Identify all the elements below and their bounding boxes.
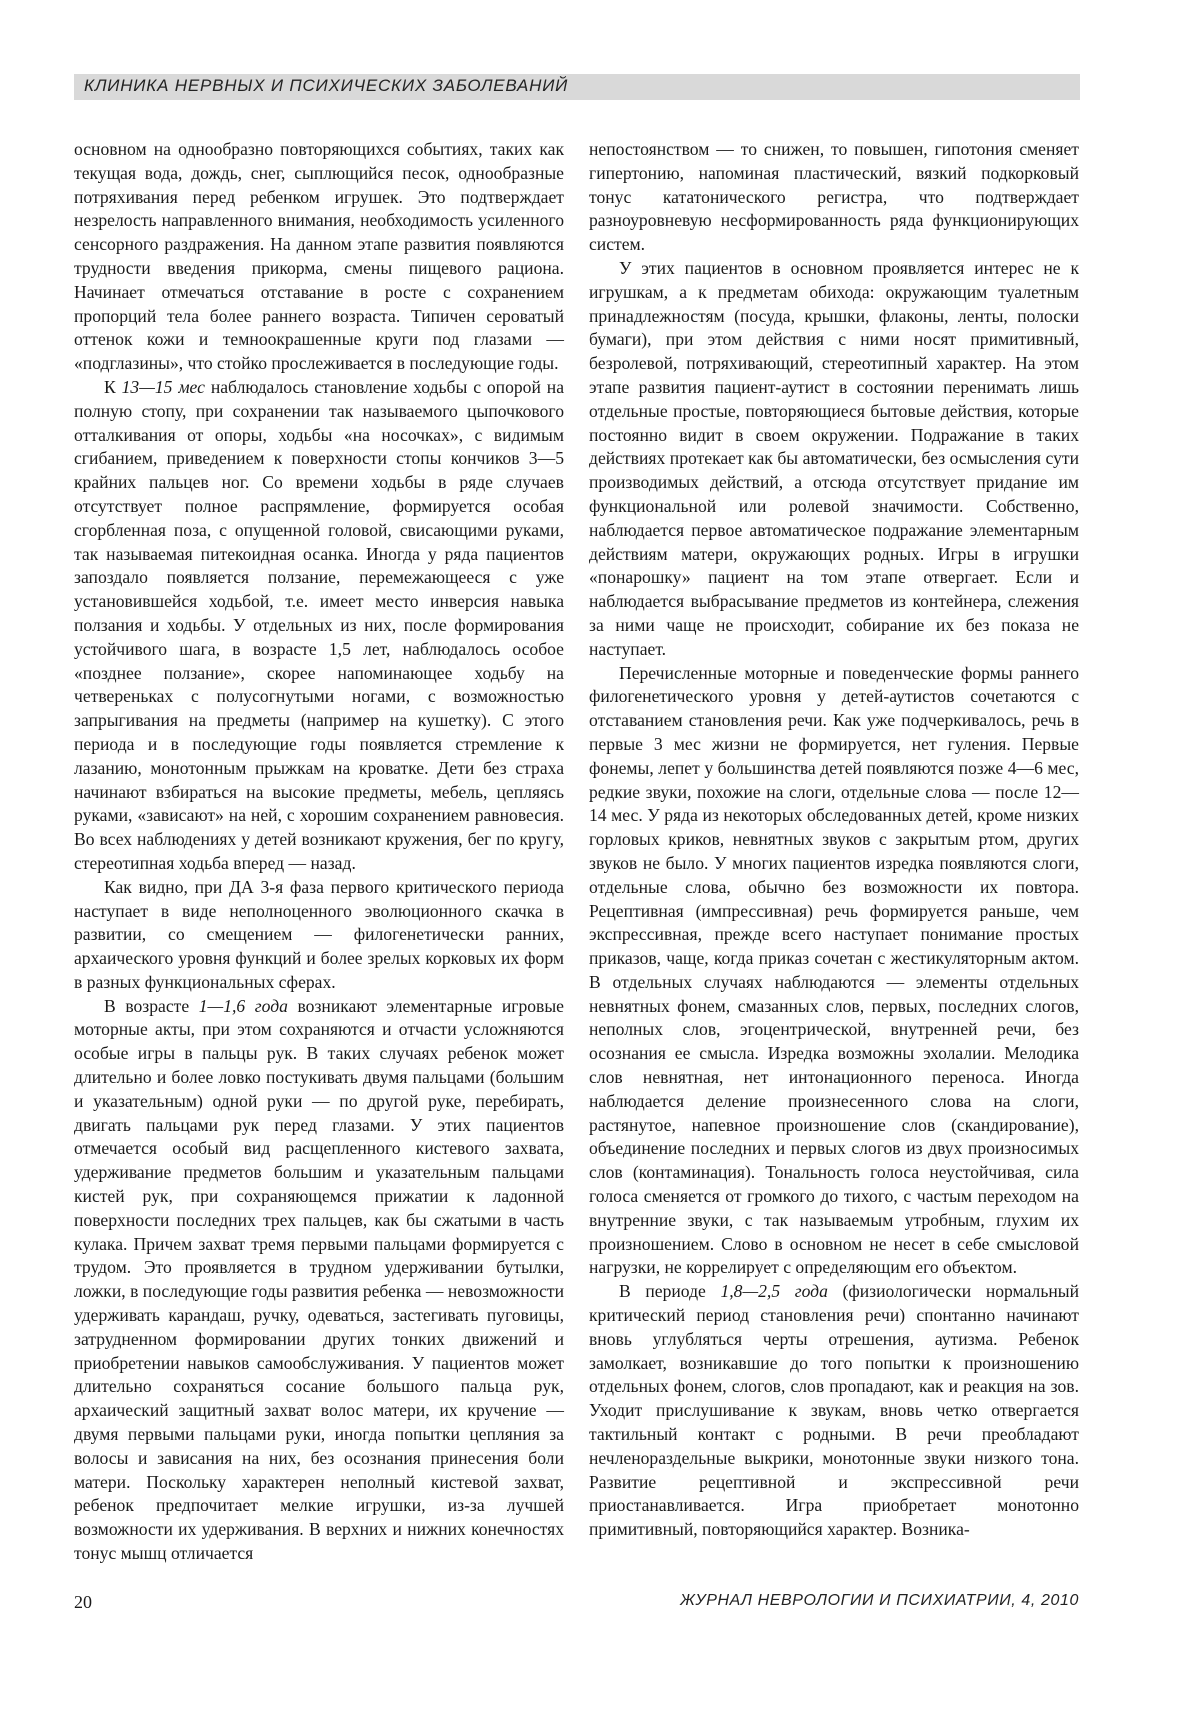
age-range-emphasis: 1—1,6 года <box>198 995 288 1016</box>
age-range-emphasis: 1,8—2,5 года <box>720 1281 828 1302</box>
right-column <box>589 138 1079 1542</box>
left-column <box>74 138 564 1566</box>
paragraph: Как видно, при ДА 3-я фаза первого критического периода наступает в виде неполноценного эволюционного скачка в развитии, со смещением — филогенетически ранних, архаического уровня функций и более зрелых корковых их форм в разных функциональных сферах. <box>74 876 564 992</box>
journal-footer: ЖУРНАЛ НЕВРОЛОГИИ И ПСИХИАТРИИ, 4, 2010 <box>680 1592 1079 1609</box>
paragraph: В периоде 1,8—2,5 года (физиологически нормальный критический период становления речи) спонтанно начинают вновь углубляться черты отрешения, аутизма. Ребенок замолкает, возникавшие до того попытки к произношению отдельных фонем, слогов, слов пропадают, как и реакция на зов. Уходит прислушивание к звукам, вновь четко отвергается тактильный контакт с родными. В речи преобладают нечленораздельные выкрики, монотонные звуки низкого тона. Развитие рецептивной и экспрессивной речи приостанавливается. Игра приобретает монотонно примитивный, повторяющийся характер. Возника- <box>589 1281 1079 1540</box>
age-range-emphasis: 13—15 мес <box>121 376 205 397</box>
paragraph: В возрасте 1—1,6 года возникают элементарные игровые моторные акты, при этом сохраняются и отчасти усложняются особые игры в пальцы рук. В таких случаях ребенок может длительно и более ловко постукивать двумя пальцами (большим и указательным) одной руки — по другой руке, перебирать, двигать пальцами рук перед глазами. У этих пациентов отмечается особый вид расщепленного кистевого захвата, удерживание предметов большим и указательным пальцами кистей рук, при сохраняющемся прижатии к ладонной поверхности последних трех пальцев, как бы сжатыми в часть кулака. Причем захват тремя первыми пальцами формируется с трудом. Это проявляется в трудном удерживании бутылки, ложки, в последующие годы развития ребенка — невозможности удерживать карандаш, ручку, одеваться, застегивать пуговицы, затрудненном формировании других тонких движений и приобретении навыков самообслуживания. У пациентов может длительно сохраняться сосание большого пальца рук, архаический защитный захват волос матери, их кручение — двумя первыми пальцами руки, иногда попытки цепляния за волосы и зависания на них, без осознания принесения боли матери. Поскольку характерен неполный кистевой захват, ребенок предпочитает мелкие игрушки, из-за лучшей возможности их удерживания. В верхних и нижних конечностях тонус мышц отличается <box>74 995 564 1564</box>
paragraph: основном на однообразно повторяющихся событиях, таких как текущая вода, дождь, снег, сыплющийся песок, однообразные потряхивания перед ребенком игрушек. Это подтверждает незрелость направленного внимания, необходимость усиленного сенсорного раздражения. На данном этапе развития появляются трудности введения прикорма, смены пищевого рациона. Начинает отмечаться отставание в росте с сохранением пропорций тела более раннего возраста. Типичен сероватый оттенок кожи и темноокрашенные круги под глазами — «подглазины», что стойко прослеживается в последующие годы. <box>74 139 564 374</box>
section-title: КЛИНИКА НЕРВНЫХ И ПСИХИЧЕСКИХ ЗАБОЛЕВАНИЙ <box>84 76 569 95</box>
page-number: 20 <box>74 1592 92 1612</box>
paragraph: Перечисленные моторные и поведенческие формы раннего филогенетического уровня у детей-аутистов сочетаются с отставанием становления речи. Как уже подчеркивалось, речь в первые 3 мес жизни не формируется, нет гуления. Первые фонемы, лепет у большинства детей появляются позже 4—6 мес, редкие звуки, похожие на слоги, отдельные слова — после 12—14 мес. У ряда из некоторых обследованных детей, кроме низких горловых криков, невнятных звуков с закрытым ртом, других звуков не было. У многих пациентов изредка появляются слоги, отдельные слова, обычно без возможности их повтора. Рецептивная (импрессивная) речь формируется раньше, чем экспрессивная, прежде всего наступает понимание простых приказов, чаще, когда приказ сочетан с жестикуляторным актом. В отдельных случаях наблюдаются — элементы отдельных невнятных фонем, смазанных слов, первых, последних слогов, неполных слов, эгоцентрической, внутренней речи, без осознания ее смысла. Изредка возможны эхолалии. Мелодика слов невнятная, нет интонационного переноса. Иногда наблюдается деление произнесенного слова на слоги, растянутое, напевное произношение слов (скандирование), объединение последних и первых слогов из двух произносимых слов (контаминация). Тональность голоса неустойчивая, сила голоса сменяется от громкого до тихого, с частым переходом на внутренние звуки, с так называемым утробным, глухим их произношением. Слово в основном не несет в себе смысловой нагрузки, не коррелирует с определяющим его объектом. <box>589 662 1079 1278</box>
paragraph: непостоянством — то снижен, то повышен, гипотония сменяет гипертонию, напоминая пластический, вязкий подкорковый тонус кататонического регистра, что подтверждает разноуровневую несформированность ряда функционирующих систем. <box>589 139 1079 255</box>
section-header-bar <box>74 74 1080 100</box>
paragraph: К 13—15 мес наблюдалось становление ходьбы с опорой на полную стопу, при сохранении так называемого цыпочкового отталкивания от опоры, ходьбы «на носочках», с видимым сгибанием, приведением к поверхности стопы кончиков 3—5 крайних пальцев ног. Со времени ходьбы в ряде случаев отсутствует полное распрямление, формируется особая сгорбленная поза, с опущенной головой, свисающими руками, так называемая питекоидная осанка. Иногда у ряда пациентов запоздало появляется ползание, перемежающееся с уже установившейся ходьбой, т.е. имеет место инверсия навыка ползания и ходьбы. У отдельных из них, после формирования устойчивого шага, в возрасте 1,5 лет, наблюдалось особое «позднее ползание», скорее напоминающее ходьбу на четвереньках с полусогнутыми ногами, с возможностью запрыгивания на предметы (например на кушетку). С этого периода и в последующие годы появляется стремление к лазанию, монотонным прыжкам на кроватке. Дети без страха начинают взбираться на высокие предметы, мебель, цепляясь руками, «зависают» на ней, с хорошим сохранением равновесия. Во всех наблюдениях у детей возникают кружения, бег по кругу, стереотипная ходьба вперед — назад. <box>74 376 564 873</box>
paragraph: У этих пациентов в основном проявляется интерес не к игрушкам, а к предметам обихода: окружающим туалетным принадлежностям (посуда, крышки, флаконы, ленты, полоски бумаги), при этом действия с ними носят примитивный, безролевой, потряхивающий, стереотипный характер. На этом этапе развития пациент-аутист в состоянии перенимать лишь отдельные простые, повторяющиеся бытовые действия, которые постоянно видит в своем окружении. Подражание в таких действиях протекает как бы автоматически, без осмысления сути производимых действий, а отсюда отсутствует придание им функциональной или ролевой значимости. Собственно, наблюдается первое автоматическое подражание элементарным действиям матери, окружающих родных. Игры в игрушки «понарошку» пациент на том этапе отвергает. Если и наблюдается выбрасывание предметов из контейнера, слежения за ними чаще не происходит, собирание их без показа не наступает. <box>589 257 1079 659</box>
